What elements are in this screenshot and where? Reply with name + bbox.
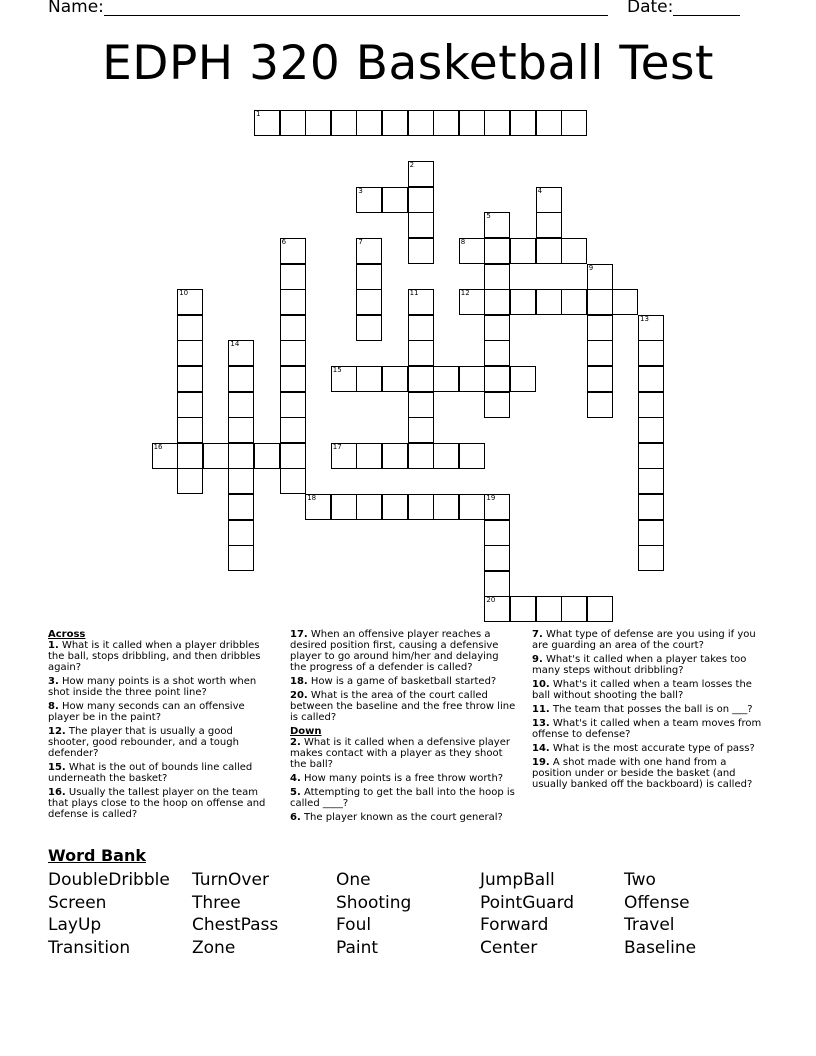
clue-text: What is it called when a defensive player makes contact with a player as they shoot the ball? — [290, 737, 510, 770]
crossword-cell[interactable] — [408, 110, 434, 136]
word-bank-item: Three — [192, 892, 241, 913]
clue-num: 3. — [48, 676, 59, 687]
crossword-cell[interactable] — [408, 315, 434, 341]
crossword-cell[interactable] — [459, 238, 485, 264]
clue-num: 8. — [48, 701, 59, 712]
clue-number: 19 — [486, 494, 496, 502]
word-bank-item: Paint — [336, 938, 379, 959]
crossword-cell[interactable] — [433, 366, 459, 392]
clue-number: 1 — [256, 110, 261, 118]
clue-number: 18 — [307, 494, 317, 502]
crossword-cell[interactable] — [408, 417, 434, 443]
clue-number: 20 — [486, 596, 496, 605]
crossword-cell[interactable] — [510, 110, 536, 136]
crossword-cell[interactable] — [305, 494, 331, 520]
clue-num: 12. — [48, 726, 66, 737]
crossword-cell[interactable] — [331, 443, 357, 469]
crossword-cell[interactable] — [177, 417, 203, 443]
crossword-cell[interactable] — [484, 366, 510, 392]
crossword-cell[interactable] — [612, 289, 638, 315]
clue-num: 19. — [532, 757, 550, 768]
crossword-cell[interactable] — [408, 238, 434, 264]
crossword-cell[interactable] — [228, 392, 254, 418]
crossword-cell[interactable] — [587, 315, 613, 341]
word-bank-item: Offense — [624, 892, 690, 913]
clue-text: What is the area of the court called between the baseline and the free throw line is called? — [290, 690, 516, 723]
crossword-cell[interactable] — [587, 289, 613, 315]
clue-column-2 — [290, 629, 518, 826]
clue-num: 16. — [48, 787, 66, 798]
word-bank-item: Zone — [192, 938, 236, 959]
clue-text: What type of defense are you using if you are guarding an area of the court? — [532, 629, 756, 651]
crossword-cell[interactable] — [536, 596, 562, 622]
word-bank-item: JumpBall — [480, 870, 555, 890]
crossword-cell[interactable] — [382, 494, 408, 520]
clue — [48, 701, 276, 723]
clue-number: 2 — [409, 161, 415, 170]
clue-num: 5. — [290, 787, 301, 798]
clue-column-3 — [532, 629, 764, 793]
crossword-cell[interactable] — [228, 443, 254, 469]
clue — [48, 640, 276, 673]
clue-number: 11 — [409, 289, 419, 298]
clue-text: What's it called when a team losses the ball without shooting the ball? — [532, 679, 752, 701]
crossword-cell[interactable] — [587, 366, 613, 392]
crossword-cell[interactable] — [228, 468, 254, 494]
clue-num: 4. — [290, 773, 301, 784]
crossword-cell[interactable] — [484, 340, 510, 366]
word-bank-list — [48, 869, 768, 960]
crossword-cell[interactable] — [228, 340, 254, 366]
date-label: Date: — [627, 0, 674, 17]
clue-number: 16 — [153, 442, 163, 451]
crossword-cell[interactable] — [356, 110, 382, 136]
clue-text: What is it called when a player dribbles the ball, stops dribbling, and then dribbles again? — [48, 640, 261, 673]
crossword-cell[interactable] — [280, 264, 306, 290]
clue-text: The player known as the court general? — [300, 812, 503, 823]
crossword-cell[interactable] — [356, 264, 382, 290]
clue — [290, 676, 518, 687]
crossword-cell[interactable] — [177, 289, 203, 315]
down-clues-continued — [532, 629, 764, 790]
crossword-cell[interactable] — [228, 417, 254, 443]
crossword-cell[interactable] — [356, 289, 382, 315]
crossword-cell[interactable] — [484, 545, 510, 571]
crossword-cell[interactable] — [638, 520, 664, 546]
word-bank-item: Shooting — [336, 892, 412, 913]
crossword-cell[interactable] — [254, 443, 280, 469]
crossword-cell[interactable] — [459, 443, 485, 469]
crossword-cell[interactable] — [408, 212, 434, 238]
clue-text: The player that is usually a good shooter, good rebounder, and a tough defender? — [48, 726, 239, 759]
clue-num: 9. — [532, 654, 543, 665]
crossword-cell[interactable] — [484, 392, 510, 418]
word-bank-item: Travel — [624, 915, 675, 936]
crossword-cell[interactable] — [484, 264, 510, 290]
crossword-cell[interactable] — [587, 340, 613, 366]
clue-number: 9 — [588, 263, 594, 272]
clue-num: 2. — [290, 737, 301, 748]
word-bank-item: Screen — [48, 892, 107, 913]
crossword-cell[interactable] — [561, 110, 587, 136]
word-bank-item: TurnOver — [192, 870, 269, 890]
clue-num: 17. — [290, 629, 308, 640]
crossword-cell[interactable] — [408, 161, 434, 187]
clue-number: 5 — [486, 212, 491, 221]
crossword-cell[interactable] — [177, 443, 203, 469]
clue — [532, 743, 764, 754]
clue — [290, 629, 518, 673]
clue-number: 3 — [358, 186, 363, 195]
clue-num: 1. — [48, 640, 59, 651]
crossword-cell[interactable] — [280, 468, 306, 494]
clue-number: 14 — [230, 340, 240, 349]
clue — [290, 690, 518, 723]
crossword-cell[interactable] — [408, 494, 434, 520]
clue — [48, 762, 276, 784]
clue-text: How many seconds can an offensive player be in the paint? — [48, 701, 245, 723]
crossword-cell[interactable] — [408, 392, 434, 418]
crossword-cell[interactable] — [356, 187, 382, 213]
word-bank-item: PointGuard — [480, 892, 575, 913]
crossword-cell[interactable] — [408, 340, 434, 366]
clue-number: 10 — [179, 289, 189, 298]
crossword-cell[interactable] — [228, 520, 254, 546]
crossword-cell[interactable] — [561, 596, 587, 622]
clue-num: 14. — [532, 743, 550, 754]
clue — [532, 704, 764, 715]
crossword-cell[interactable] — [459, 494, 485, 520]
clue-number: 12 — [460, 289, 470, 298]
clue — [48, 726, 276, 759]
word-bank — [48, 846, 768, 960]
word-bank-item: Baseline — [624, 938, 697, 959]
crossword-cell[interactable] — [484, 289, 510, 315]
crossword-cell[interactable] — [280, 366, 306, 392]
clue-text: A shot made with one hand from a position under or beside the basket (and usually banked off the backboard) is called? — [532, 757, 753, 790]
crossword-cell[interactable] — [228, 545, 254, 571]
word-bank-item: Transition — [48, 938, 131, 959]
clue-text: What is the most accurate type of pass? — [549, 743, 755, 754]
crossword-cell[interactable] — [254, 110, 280, 136]
clue — [290, 812, 518, 823]
crossword-cell[interactable] — [638, 315, 664, 341]
crossword-cell[interactable] — [484, 212, 510, 238]
word-bank-item: Foul — [336, 915, 372, 936]
crossword-cell[interactable] — [433, 110, 459, 136]
clue-num: 11. — [532, 704, 550, 715]
clue-text: How is a game of basketball started? — [307, 676, 497, 687]
clue-text: What is the out of bounds line called underneath the basket? — [48, 762, 253, 784]
crossword-cell[interactable] — [459, 110, 485, 136]
crossword-cell[interactable] — [484, 238, 510, 264]
crossword-cell[interactable] — [536, 238, 562, 264]
crossword-cell[interactable] — [510, 238, 536, 264]
clue — [532, 718, 764, 740]
clue-text: How many points is a free throw worth? — [300, 773, 504, 784]
crossword-cell[interactable] — [536, 289, 562, 315]
word-bank-item: One — [336, 870, 371, 890]
clue — [48, 787, 276, 820]
clue-number: 7 — [358, 238, 363, 246]
crossword-cell[interactable] — [459, 366, 485, 392]
across-clues — [48, 640, 276, 820]
crossword-cell[interactable] — [203, 443, 229, 469]
crossword-cell[interactable] — [408, 289, 434, 315]
clue-number: 17 — [332, 442, 342, 451]
crossword-cell[interactable] — [356, 238, 382, 264]
across-heading: Across — [48, 629, 86, 640]
crossword-cell[interactable] — [280, 315, 306, 341]
crossword-cell[interactable] — [331, 366, 357, 392]
clue-number: 6 — [281, 238, 287, 246]
crossword-cell[interactable] — [433, 494, 459, 520]
crossword-cell[interactable] — [638, 494, 664, 520]
word-bank-item: ChestPass — [192, 915, 279, 936]
crossword-cell[interactable] — [484, 494, 510, 520]
clue-text: How many points is a shot worth when shot inside the three point line? — [48, 676, 257, 698]
clue-text: When an offensive player reaches a desired position first, causing a defensive player to go around him/her and delaying the progress of a defender is called? — [290, 629, 499, 673]
crossword-cell[interactable] — [280, 289, 306, 315]
crossword-cell[interactable] — [331, 494, 357, 520]
crossword-cell[interactable] — [484, 520, 510, 546]
clue — [532, 654, 764, 676]
clue-number: 8 — [460, 238, 466, 246]
clue-number: 4 — [537, 186, 543, 195]
clue-text: What's it called when a team moves from offense to defense? — [532, 718, 762, 740]
clue-text: What's it called when a player takes too many steps without dribbling? — [532, 654, 747, 676]
crossword-cell[interactable] — [638, 340, 664, 366]
crossword-cell[interactable] — [484, 571, 510, 597]
across-clues-continued — [290, 629, 518, 723]
crossword-cell[interactable] — [638, 468, 664, 494]
clue — [290, 737, 518, 770]
clue — [290, 787, 518, 809]
crossword-cell[interactable] — [510, 289, 536, 315]
clue-column-1 — [48, 629, 276, 823]
crossword-cell[interactable] — [536, 110, 562, 136]
clue-num: 6. — [290, 812, 301, 823]
crossword-cell[interactable] — [382, 187, 408, 213]
crossword-cell[interactable] — [177, 468, 203, 494]
clue — [532, 629, 764, 651]
clue — [48, 676, 276, 698]
word-bank-item: Center — [480, 938, 538, 959]
crossword-cell[interactable] — [228, 366, 254, 392]
crossword-cell[interactable] — [408, 366, 434, 392]
crossword-cell[interactable] — [536, 187, 562, 213]
clue-num: 13. — [532, 718, 550, 729]
crossword-cell[interactable] — [484, 315, 510, 341]
crossword-cell[interactable] — [510, 596, 536, 622]
crossword-cell[interactable] — [510, 366, 536, 392]
word-bank-item: DoubleDribble — [48, 870, 170, 890]
clue-num: 18. — [290, 676, 308, 687]
crossword-cell[interactable] — [382, 443, 408, 469]
clue-text: Attempting to get the ball into the hoop is called ____? — [290, 787, 515, 809]
crossword-cell[interactable] — [177, 392, 203, 418]
crossword-cell[interactable] — [587, 392, 613, 418]
crossword-cell[interactable] — [356, 494, 382, 520]
clue — [290, 773, 518, 784]
crossword-cell[interactable] — [638, 366, 664, 392]
crossword-cell[interactable] — [280, 417, 306, 443]
crossword-cell[interactable] — [561, 289, 587, 315]
clue-text: Usually the tallest player on the team that plays close to the hoop on offense and defense is called? — [48, 787, 266, 820]
crossword-cell[interactable] — [484, 110, 510, 136]
crossword-cell[interactable] — [177, 340, 203, 366]
crossword-cell[interactable] — [280, 443, 306, 469]
clue-number: 15 — [332, 366, 342, 374]
clue-num: 15. — [48, 762, 66, 773]
crossword-cell[interactable] — [536, 212, 562, 238]
crossword-cell[interactable] — [382, 366, 408, 392]
word-bank-item: Forward — [480, 915, 549, 936]
crossword-cell[interactable] — [638, 443, 664, 469]
crossword-cell[interactable] — [587, 264, 613, 290]
clue — [532, 757, 764, 790]
crossword-cell[interactable] — [587, 596, 613, 622]
crossword-cell[interactable] — [228, 494, 254, 520]
crossword-cell[interactable] — [356, 443, 382, 469]
word-bank-title: Word Bank — [48, 846, 147, 865]
word-bank-item: Two — [624, 870, 656, 890]
crossword-cell[interactable] — [177, 315, 203, 341]
crossword-cell[interactable] — [305, 110, 331, 136]
crossword-cell[interactable] — [382, 110, 408, 136]
crossword-cell[interactable] — [459, 289, 485, 315]
clue-text: The team that posses the ball is on ___? — [549, 704, 753, 715]
crossword-cell[interactable] — [356, 315, 382, 341]
crossword-cell[interactable] — [484, 596, 510, 622]
clue — [532, 679, 764, 701]
clue-num: 10. — [532, 679, 550, 690]
down-heading: Down — [290, 726, 322, 737]
crossword-cell[interactable] — [152, 443, 178, 469]
word-bank-item: LayUp — [48, 915, 102, 936]
page-title: EDPH 320 Basketball Test — [102, 36, 714, 91]
crossword-cell[interactable] — [280, 340, 306, 366]
crossword-cell[interactable] — [331, 110, 357, 136]
clue-num: 20. — [290, 690, 308, 701]
down-clues — [290, 737, 518, 823]
crossword-cell[interactable] — [638, 545, 664, 571]
crossword-cell[interactable] — [408, 187, 434, 213]
crossword-cell[interactable] — [280, 392, 306, 418]
clue-number: 13 — [640, 314, 649, 323]
crossword-cell[interactable] — [638, 392, 664, 418]
clue-num: 7. — [532, 629, 543, 640]
crossword-cell[interactable] — [561, 238, 587, 264]
crossword-cell[interactable] — [638, 417, 664, 443]
crossword-cell[interactable] — [280, 110, 306, 136]
crossword-cell[interactable] — [408, 443, 434, 469]
crossword-cell[interactable] — [433, 443, 459, 469]
crossword-cell[interactable] — [356, 366, 382, 392]
name-label: Name: — [48, 0, 104, 17]
crossword-cell[interactable] — [177, 366, 203, 392]
crossword-cell[interactable] — [280, 238, 306, 264]
